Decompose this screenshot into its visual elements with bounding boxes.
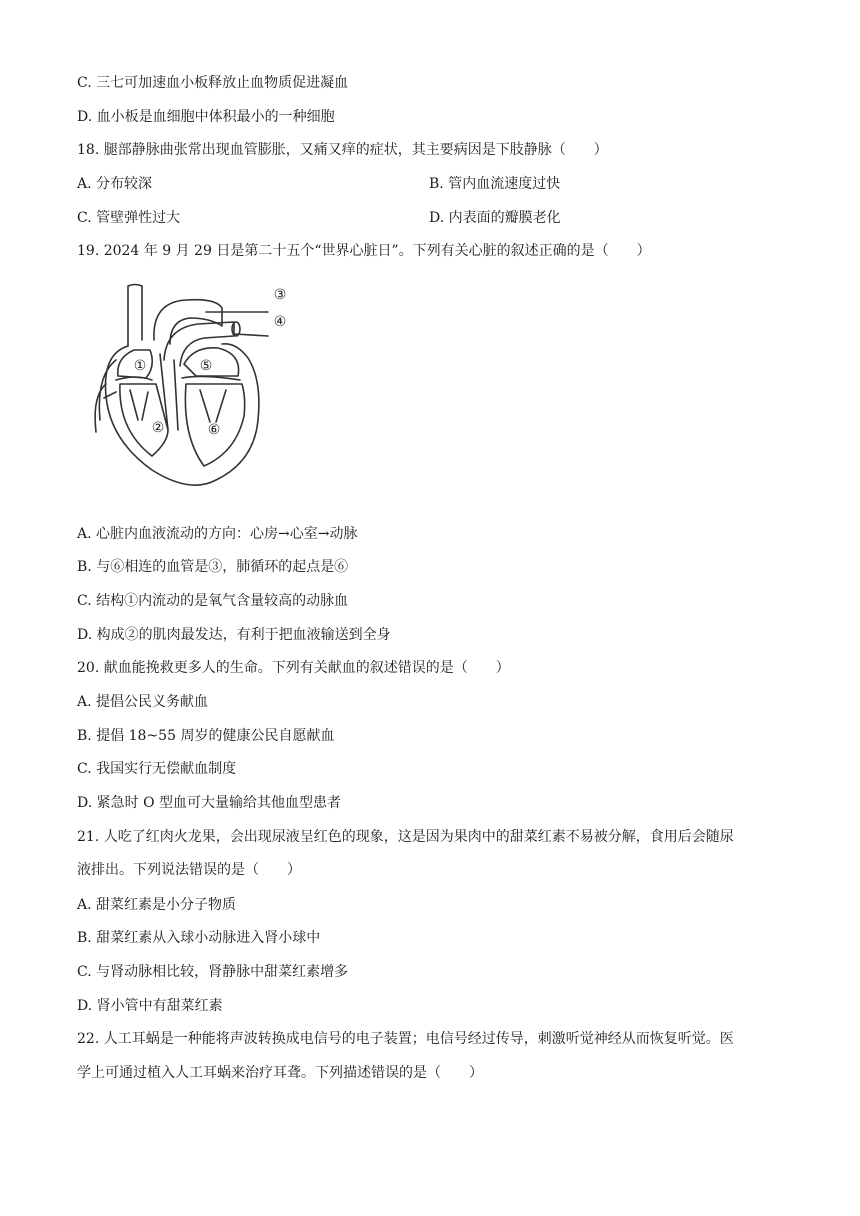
q18-option-d: D. 内表面的瓣膜老化	[429, 210, 561, 226]
q18-option-b: B. 管内血流速度过快	[429, 176, 561, 192]
q19-option-b: B. 与⑥相连的血管是③，肺循环的起点是⑥	[77, 559, 349, 575]
q18-option-a: A. 分布较深	[77, 176, 153, 192]
q20-stem: 20. 献血能挽救更多人的生命。下列有关献血的叙述错误的是（ ）	[77, 660, 510, 676]
q18-stem: 18. 腿部静脉曲张常出现血管膨胀，又痛又痒的症状，其主要病因是下肢静脉（ ）	[77, 142, 608, 158]
q21-option-b: B. 甜菜红素从入球小动脉进入肾小球中	[77, 930, 321, 946]
q20-option-a: A. 提倡公民义务献血	[77, 694, 209, 710]
q20-option-c: C. 我国实行无偿献血制度	[77, 761, 237, 777]
label-6: ⑥	[207, 422, 221, 438]
q21-option-a: A. 甜菜红素是小分子物质	[77, 897, 237, 913]
label-5: ⑤	[199, 358, 213, 374]
heart-diagram	[86, 280, 296, 490]
label-1: ①	[133, 358, 147, 374]
superior-vena-cava	[128, 285, 142, 347]
q20-option-b: B. 提倡 18~55 周岁的健康公民自愿献血	[77, 728, 335, 744]
q22-stem-line-1: 22. 人工耳蜗是一种能将声波转换成电信号的电子装置；电信号经过传导，刺激听觉神经从而恢复听觉。医	[77, 1031, 734, 1047]
label-2: ②	[151, 420, 165, 436]
q18-option-c: C. 管壁弹性过大	[77, 210, 181, 226]
q21-stem-line-1: 21. 人吃了红肉火龙果，会出现尿液呈红色的现象，这是因为果肉中的甜菜红素不易被分解，食用后会随尿	[77, 829, 734, 845]
q21-option-c: C. 与肾动脉相比较，肾静脉中甜菜红素增多	[77, 964, 349, 980]
q21-option-d: D. 肾小管中有甜菜红素	[77, 998, 223, 1014]
q21-stem-line-2: 液排出。下列说法错误的是（ ）	[77, 862, 301, 878]
q22-stem-line-2: 学上可通过植入人工耳蜗来治疗耳聋。下列描述错误的是（ ）	[77, 1065, 483, 1081]
q17-option-c: C. 三七可加速血小板释放止血物质促进凝血	[77, 75, 349, 91]
q17-option-d: D. 血小板是血细胞中体积最小的一种细胞	[77, 109, 335, 125]
label-3: ③	[273, 287, 287, 303]
q19-option-d: D. 构成②的肌肉最发达，有利于把血液输送到全身	[77, 627, 391, 643]
q20-option-d: D. 紧急时 O 型血可大量输给其他血型患者	[77, 795, 342, 811]
q19-option-a: A. 心脏内血液流动的方向：心房→心室→动脉	[77, 526, 358, 542]
label-4: ④	[273, 314, 287, 330]
q19-option-c: C. 结构①内流动的是氧气含量较高的动脉血	[77, 593, 349, 609]
heart-outline	[105, 344, 258, 485]
q19-stem: 19. 2024 年 9 月 29 日是第二十五个“世界心脏日”。下列有关心脏的叙述正确的是（ ）	[77, 243, 651, 259]
